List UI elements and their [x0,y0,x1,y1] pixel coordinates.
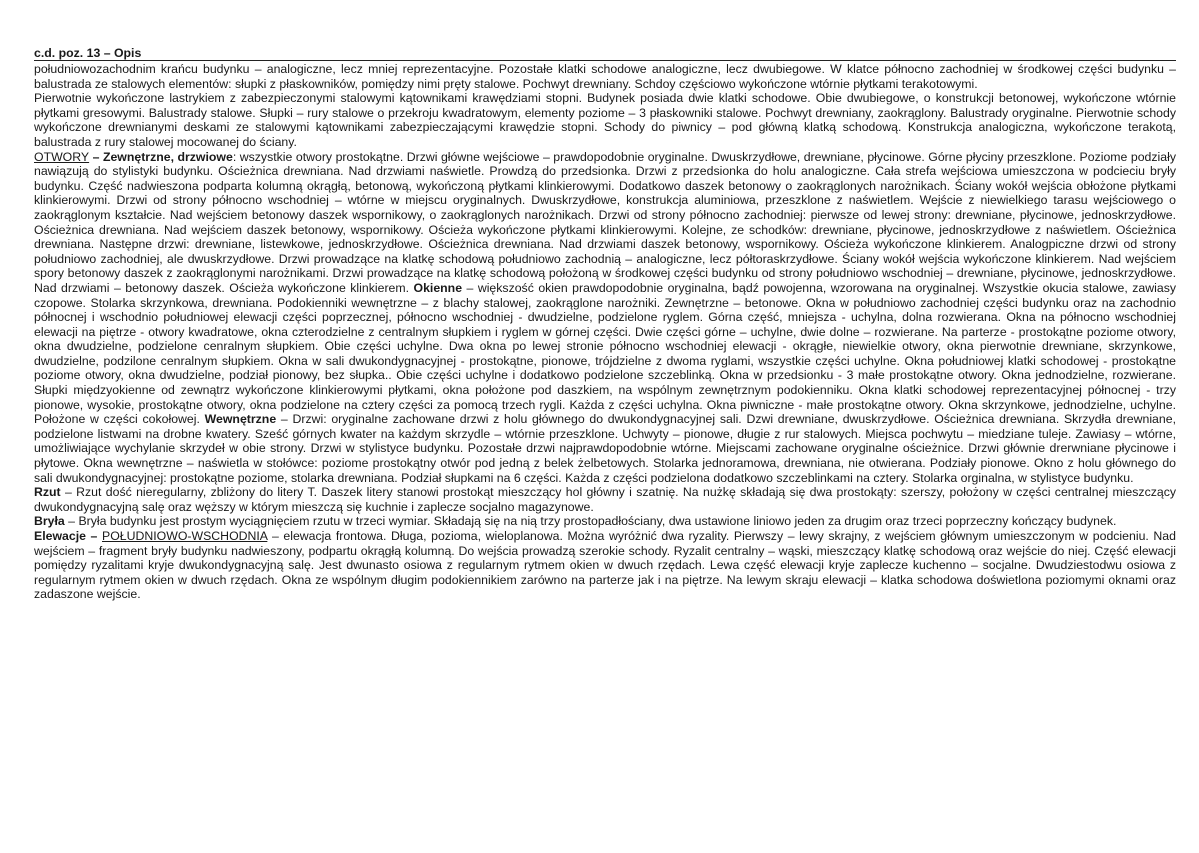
otwory-heading: OTWORY [34,149,90,164]
paragraph-otwory [34,150,1176,486]
paragraph-elewacje [34,529,1176,602]
rzut-label: Rzut [34,485,61,500]
otwory-windows-label: Okienne [413,280,463,295]
header-title: c.d. poz. 13 – Opis [34,46,142,60]
otwory-external-doors-label: Zewnętrzne, drzwiowe [102,149,233,164]
otwory-doors-text: : wszystkie otwory prostokątne. Drzwi główne wejściowe – prawdopodobnie oryginalne. Dwuskrzydłowe, drewniane, płycinowe. Górne płyciny przeszklone. Poziome podziały nawiązują do stylistyki budynku. Ościeżnica drewniana. Nad drzwiami naświetle. Prowdzą do przedsionka. Drzwi z przedsionka do holu analogiczne. Cała strefa wejściowa umieszczona w podcieciu bryły budynku. Część nadwieszona podparta kolumną okrągłą, betonową, wykończoną płytkami klinkierowymi. Dodatkowo daszek betonowy o zaokrąglonych narożnikach. Ściany wokół wejścia obłożone płytkami klinkierowymi. Drzwi od strony północno wschodniej – wtórne w miejscu oryginalnych. Dwuskrzydłowe, konstrukcja aluminiowa, przeszklone z naświetlem. Wejście z niewielkiego tarasu wejściowego o zaokrąglonym kształcie. Nad wejściem betonowy daszek wspornikowy, o zaokrąglonych narożnikach. Drzwi od strony północno zachodniej: pierwsze od lewej strony: drewniane, płycinowe, jednoskrzydłowe. Ościeżnica drewniana. Nad wejściem daszek betonowy, wspornikowy. Ościeża wykończone płytkami klinkierowymi. Kolejne, ze schodków: drewniane, płycinowe, jednoskrzydłowe z naświetlem. Ościeżnica drewniana. Następne drzwi: drewniane, listewkowe, jednoskrzydłowe. Ościeżnica drewniana. Nad drzwiami daszek betonowy, wspornikowy. Ościeża wykończone klinkierem. Analogpiczne drzwi od strony południowo zachodniej, ale dwuskrzydłowe. Drzwi prowadzące na klatkę schodową południowo zachodnią – analogiczne, lecz półtoraskrzydłowe. Ściany wokół wejścia wykończone klinkierem. Nad wejściem spory betonowy daszek z zaokrąglonymi narożnikami. Drzwi prowadzące na klatkę schodową położoną w środkowej części budynku od strony południowo wschodniej – drewniane, płycinowe, jednoskrzydłowe. Nad drzwiami – betonowy daszek. Ościeża wykończone klinkierem. [34,149,1176,295]
elewacje-dash: – [267,529,279,543]
bryla-label: Bryła [34,514,65,529]
elewacje-subheading: POŁUDNIOWO-WSCHODNIA [102,529,268,543]
paragraph-text: południowozachodnim krańcu budynku – analogiczne, lecz mniej reprezentacyjne. Pozostałe klatki schodowe analogiczne, lecz dwubiegowe. W klatce północno zachodniej w środkowej części budynku – balustrada ze stalowych elementów: słupki z płaskowników, pomiędzy nimi pręty stalowe. Pochwyt drewniany. Schdoy częściowo wykończone wtórnie płytkami terakotowymi. [34,62,1176,91]
paragraph-text: Pierwotnie wykończone lastrykiem z zabezpieczonymi stalowymi kątownikami krawędziami stopni. Budynek posiada dwie klatki schodowe. Obie dwubiegowe, o konstrukcji betonowej, wykończone wtórnie płytkami gresowymi. Balustrady stalowe. Słupki – rury stalowe o przekroju kwadratowym, elementy poziome – 3 płaskowniki stalowe. Pochwyt drewniany, zaokrąglony. Balustrady oryginalne. Pierwotnie schody wykończone drewnianymi deskami ze stalowymi kątownikami zabezpieczającymi krawędzie stopni. Schody do piwnicy – pod główną klatką schodową. Konstrukcja analogiczna, wykończone terakotą, balustrada z rury stalowej mocowanej do ściany. [34,91,1176,149]
otwory-internal-text: – Drzwi: oryginalne zachowane drzwi z holu głównego do dwukondygnacyjnej sali. Dzwi drewniane, dwuskrzydłowe. Ościeżnica drewniana. Skrzydła drewniane, podzielone listwami na drobne kwatery. Sześć górnych kwater na każdym skrzydle – wtórnie przeszklone. Uchwyty – pionowe, długie z rur stalowych. Miejsca pochwytu – miedziane tuleje. Zawiasy – wtórne, umożliwiające wychylanie skrzydeł w obie strony. Drzwi w stylistyce budynku. Pozostałe drzwi najprawdopodobnie wtórne. Miejscami zachowane oryginalne ościeżnice. Drzwi głównie drerwniane płycinowe i płytowe. Okna wewnętrzne – naświetla w stołówce: poziome prostokątny otwór pod jedną z belek żelbetowych. Stolarka jednoramowa, drewniana, nie otwierana. Podziały pionowe. Okno z holu głównego do sali dwukondygnacyjnej: prostokątne poziome, stolarka drewniana. Podział słupkami na 6 części. Każda z części podzielona dodatkowo szczeblinkami na cztery. Stolarka orginalna, w stylistyce budynku. [34,412,1176,485]
paragraph-stairs-2 [34,91,1176,149]
page-header [34,46,1176,61]
rzut-text: – Rzut dość nieregularny, zbliżony do litery T. Daszek litery stanowi prostokąt mieszczący hol główny i szatnię. Na nużkę składają się dwa prostokąty: szerszy, położony w części centralnej mieszczący dwukondygnacyjną salę oraz węższy w którym mieszczą się kuchnie i zaplecze socjalno magazynowe. [34,485,1176,514]
paragraph-stairs-1 [34,62,1176,91]
paragraph-rzut [34,485,1176,514]
otwory-dash: – [89,149,103,164]
document-page [34,47,1176,602]
bryla-text: – Bryła budynku jest prostym wyciągnięciem rzutu w trzeci wymiar. Składają się na nią trzy prostopadłościany, dwa ustawione liniowo jeden za drugim oraz trzeci poprzeczny kończący budynek. [64,514,1117,529]
elewacje-text: elewacja frontowa. Długa, pozioma, wieloplanowa. Można wyróżnić dwa ryzality. Pierwszy – lewy skrajny, z wejściem głównym umieszczonym w podcieniu. Nad wejściem – fragment bryły budynku nadwieszony, podpartu okrągłą kolumną. Do wejścia prowadzą szerokie schody. Ryzalit centralny – wąski, mieszczący klatkę schodową oraz wejście do niej. Część elewacji pomiędzy ryzalitami kryje dwukondygnacyjną salę. Jest dwunasto osiowa z regularnym rytmem okien w dwuch rzędach. Lewa część elewacji kryje zaplecze kuchenno – socjalne. Dwudziestodwu osiowa z regularnym rytmem okien w dwuch rzędach. Okna ze wspólnym długim podokiennikiem zarówno na parterze jak i na piętrze. Na lewym skraju elewacji – klatka schodowa doświetlona poziomymi oknami oraz zadaszone wejście. [34,529,1176,602]
paragraph-bryla [34,514,1176,529]
otwory-internal-label: Wewnętrzne [204,412,277,427]
elewacje-label: Elewacje – [34,529,98,543]
otwory-windows-text: – większość okien prawdopodobnie oryginalna, bądź powojenna, wzorowana na oryginalnej. Wszystkie okucia stalowe, zawiasy czopowe. Stolarka skrzynkowa, drewniana. Podokienniki wewnętrzne – z blachy stalowej, zaokrąglone narożniki. Zewnętrzne – betonowe. Okna w południowo zachodniej części budynku oraz na zachodnio północnej i wschodnio południowej elewacji części poprzecznej, północno wschodniej - dwudzielne, podzielone ryglem. Górna część, mniejsza - uchylna, dolna rozwierana. Okna na północno wschodniej elewacji na piętrze - otwory kwadratowe, okna czterodzielne z centralnym słupkiem i ryglem w górnej części. Dwie części górne – uchylne, dwie dolne – rozwierane. Na parterze - prostokątne poziome otwory, okna dwudzielne, podzielone cenralnym słupkiem. Obie części uchylne. Dwa okna po lewej stronie północno wschodniej elewacji - okrągłe, niewielkie otwory, okna pierwotnie drewniane, skrzynkowe, dwudzielne, podzilone cenralnym słupkiem. Okna w sali dwukondygnacyjnej - prostokątne, pionowe, trójdzielne z dwoma ryglami, wszystkie części uchylne. Okna południowej klatki schodowej - prostokątne poziome otwory, okna dwudzielne, podział pionowy, bez słupka.. Obie części uchylne i dodatkowo podzielone szczeblinką. Okna w przedsionku - 3 małe prostokątne otwory. Okna jednodzielne, rozwierane. Słupki międzyokienne od zewnątrz wykończone klinkierowymi płytkami, okna położone pod daszkiem, na wspólnym zewnętrznym podokienniku. Okna klatki schodowej reprezentacyjnej północnej - trzy pionowe, wysokie, prostokątne otwory, okna podzielone na cztery części za pomocą trzech rygli. Każda z części uchylna. Okna piwniczne - małe prostokątne otwory. Okna skrzynkowe, jednodzielne, uchylne. Położone w części cokołowej. [34,280,1176,427]
